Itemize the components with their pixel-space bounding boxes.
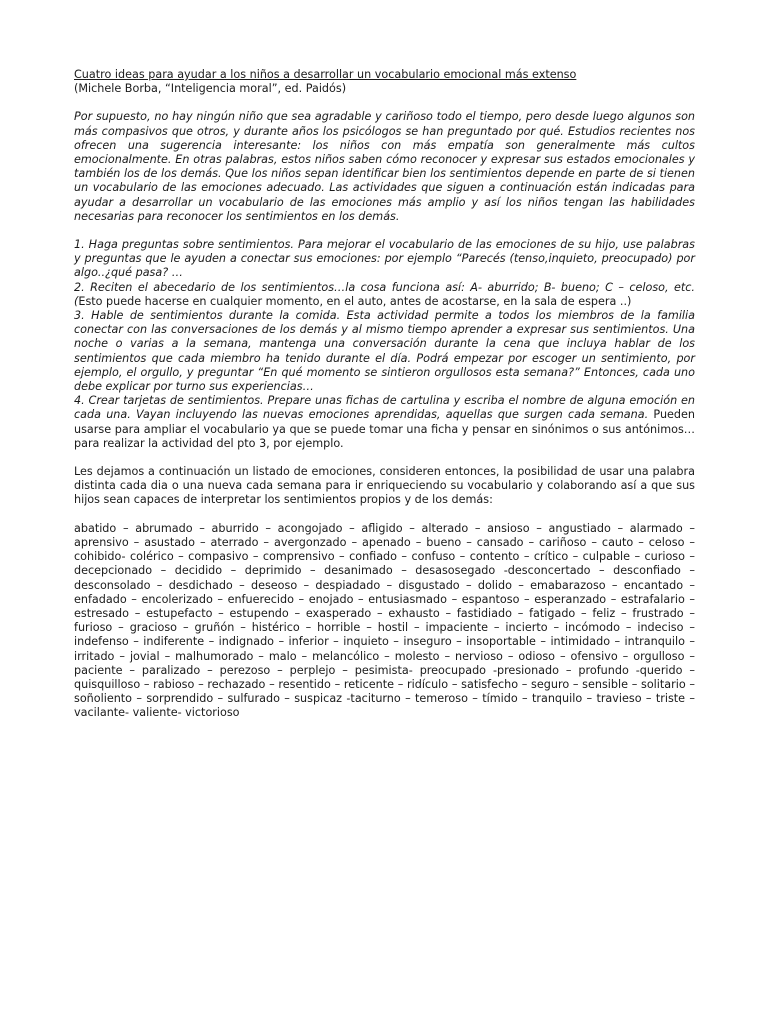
idea-item: 3. Hable de sentimientos durante la comida. Esta actividad permite a todos los miembros de la familia conectar con las conversaciones de los demás y al mismo tiempo aprender a expresar sus sentimientos. Una noche o varias a la semana, mantenga una conversación durante la cena que incluya hablar de los sentimientos que cada miembro ha tenido durante el día. Podrá empezar por escoger un sentimiento, por ejemplo, el orgullo, y preguntar “En qué momento se sintieron orgullosos esta semana?” Entonces, cada uno debe explicar por turno sus experiencias…: [74, 309, 695, 394]
idea-item: 1. Haga preguntas sobre sentimientos. Para mejorar el vocabulario de las emociones de su hijo, use palabras y preguntas que le ayuden a conectar sus emociones: por ejemplo “Parecés (tenso,inquieto, preocupado) por algo..¿qué pasa? …: [74, 238, 695, 280]
document-title: Cuatro ideas para ayudar a los niños a desarrollar un vocabulario emocional más extenso: [74, 68, 577, 81]
ideas-list: [74, 238, 695, 451]
idea-item: 4. Crear tarjetas de sentimientos. Prepare unas fichas de cartulina y escriba el nombre de alguna emoción en cada una. Vayan incluyendo las nuevas emociones aprendidas, aquellas que surgen cada semana. Pueden usarse para ampliar el vocabulario ya que se puede tomar una ficha y pensar en sinónimos o sus antónimos…para realizar la actividad del pto 3, por ejemplo.: [74, 394, 695, 450]
intro-paragraph: Por supuesto, no hay ningún niño que sea agradable y cariñoso todo el tiempo, pero desde luego algunos son más compasivos que otros, y durante años los psicólogos se han preguntado por qué. Estudios recientes nos ofrecen una sugerencia interesante: los niños con más empatía son generalmente más cultos emocionalmente. En otras palabras, estos niños saben cómo reconocer y expresar sus estados emocionales y también los de los demás. Que los niños sepan identificar bien los sentimientos depende en parte de si tienen un vocabulario de las emociones adecuado. Las actividades que siguen a continuación están indicadas para ayudar a desarrollar un vocabulario de las emociones más amplio y así los niños tengan las habilidades necesarias para reconocer los sentimientos en los demás.: [74, 110, 695, 223]
closing-paragraph: Les dejamos a continuación un listado de emociones, consideren entonces, la posibilidad de usar una palabra distinta cada dia o una nueva cada semana para ir enriqueciendo su vocabulario y colaborando así a que sus hijos sean capaces de interpretar los sentimientos propios y de los demás:: [74, 465, 695, 507]
document-source: (Michele Borba, “Inteligencia moral”, ed. Paidós): [74, 82, 347, 96]
idea-item: 2. Reciten el abecedario de los sentimientos…la cosa funciona así: A- aburrido; B- bueno; C – celoso, etc. (Esto puede hacerse en cualquier momento, en el auto, antes de acostarse, en la sala de espera ..): [74, 280, 695, 308]
emotions-list: abatido – abrumado – aburrido – acongojado – afligido – alterado – ansioso – angustiado – alarmado – aprensivo – asustado – aterrado – avergonzado – apenado – bueno – cansado – cariñoso – cauto – celoso – cohibido- colérico – compasivo – comprensivo – confiado – confuso – contento – crítico – culpable – curioso – decepcionado – decidido – deprimido – desanimado – desasosegado -desconcertado – desconfiado – desconsolado – desdichado – deseoso – despiadado – disgustado – dolido – emabarazoso – encantado – enfadado – encolerizado – enfuerecido – enojado – entusiasmado – espantoso – esperanzado – estrafalario – estresado – estupefacto – estupendo – exasperado – exhausto – fastidiado – fatigado – feliz – frustrado – furioso – gracioso – gruñón – histérico – horrible – hostil – impaciente – incierto – incómodo – indeciso – indefenso – indiferente – indignado – inferior – inquieto – inseguro – insoportable – intimidado – intranquilo – irritado – jovial – malhumorado – malo – melancólico – molesto – nervioso – odioso – ofensivo – orgulloso – paciente – paralizado – perezoso – perplejo – pesimista- preocupado -presionado – profundo -querido – quisquilloso – rabioso – rechazado – resentido – reticente – ridículo – satisfecho – seguro – sensible – solitario – soñoliento – sorprendido – sulfurado – suspicaz -taciturno – temeroso – tímido – tranquilo – travieso – triste – vacilante- valiente- victorioso: [74, 521, 695, 720]
document-page: [74, 68, 695, 721]
